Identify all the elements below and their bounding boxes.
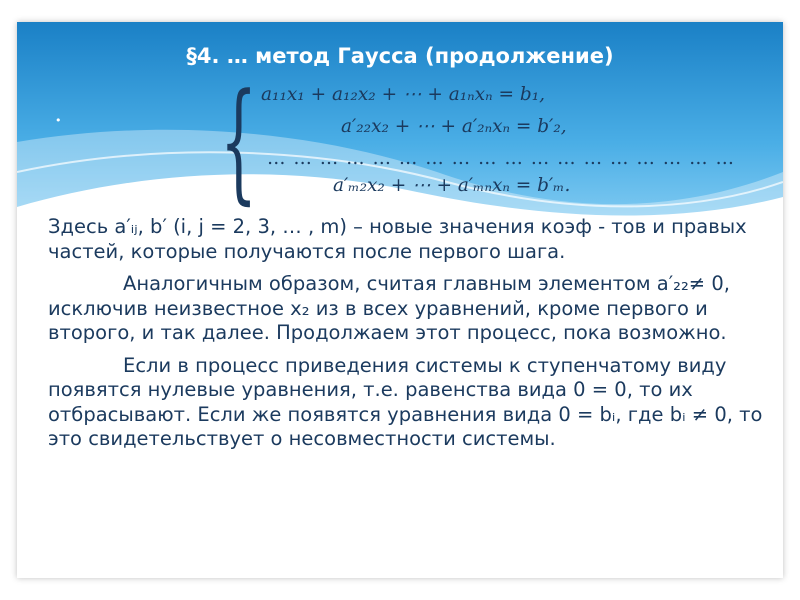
slide-title: §4. … метод Гаусса (продолжение) — [186, 44, 614, 68]
equation-row-1: a₁₁x₁ + a₁₂x₂ + ⋯ + a₁ₙxₙ = b₁, — [261, 84, 545, 105]
paragraph-2: Аналогичным образом, считая главным элементом a′₂₂≠ 0, исключив неизвестное x₂ из в всех уравнений, кроме первого и второго, и так далее. Продолжаем этот процесс, пока возможно. — [48, 272, 730, 344]
equation-row-2: a′₂₂x₂ + ⋯ + a′₂ₙxₙ = b′₂, — [341, 116, 567, 137]
equation-row-m: a′ₘ₂x₂ + ⋯ + a′ₘₙxₙ = b′ₘ. — [333, 175, 571, 196]
equation-ellipsis-row: … … … … … … … … … … … … … … … … … … — [267, 148, 735, 169]
paragraph-1: Здесь a′ᵢⱼ, b′ (i, j = 2, 3, … , m) – новые значения коэф - тов и правых частей, которые получаются после первого шага. — [48, 215, 747, 263]
bullet-dot: • — [55, 114, 62, 127]
paragraph-3: Если в процесс приведения системы к ступенчатому виду появятся нулевые уравнения, т.е. равенства вида 0 = 0, то их отбрасывают. Если же появятся уравнения вида 0 = bᵢ, где bᵢ ≠ 0, то это свидетельствует о несовместности системы. — [48, 353, 763, 450]
system-brace: { — [220, 65, 258, 217]
slide-card — [17, 22, 783, 578]
body-text — [48, 215, 768, 460]
